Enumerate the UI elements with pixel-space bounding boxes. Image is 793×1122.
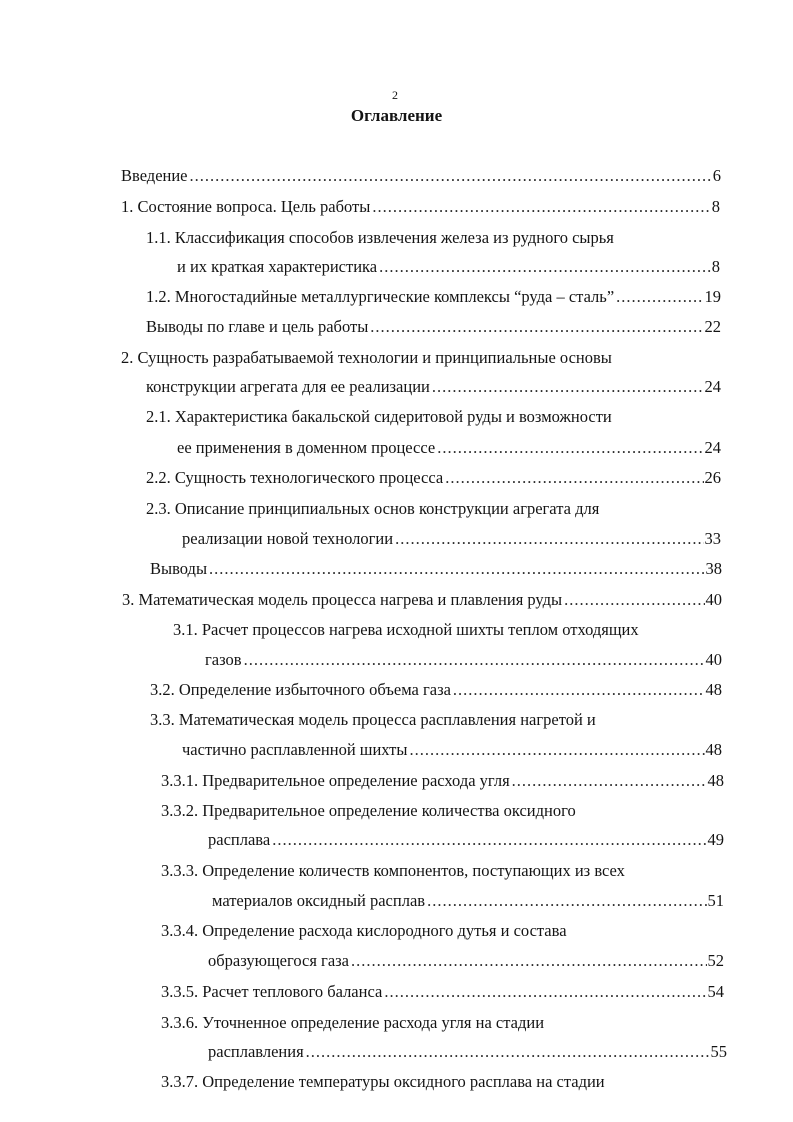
toc-entry — [121, 347, 721, 369]
toc-entry-text: материалов оксидный расплав — [212, 891, 426, 910]
toc-entry — [205, 649, 722, 671]
toc-entry-text: 3.3.1. Предварительное определение расхода угля — [161, 771, 510, 790]
toc-entry — [150, 679, 722, 701]
toc-entry — [146, 286, 721, 308]
toc-entry — [161, 920, 724, 942]
toc-entry-page: 24 — [704, 377, 721, 396]
toc-entry — [177, 256, 720, 278]
dot-leader — [427, 890, 706, 912]
toc-entry-page: 48 — [707, 771, 724, 790]
toc-entry — [146, 406, 721, 428]
toc-entry-page: 52 — [707, 951, 724, 970]
toc-entry-text: 1.2. Многостадийные металлургические комплексы “руда – сталь” — [146, 287, 615, 306]
toc-entry — [208, 1041, 727, 1063]
toc-title: Оглавление — [350, 106, 443, 125]
toc-entry — [208, 829, 724, 851]
toc-entry-page: 22 — [704, 317, 721, 336]
toc-entry-page: 48 — [705, 680, 722, 699]
toc-entry-text: и их краткая характеристика — [177, 257, 378, 276]
toc-entry-page: 33 — [704, 529, 721, 548]
toc-entry-text: 1.1. Классификация способов извлечения железа из рудного сырья — [146, 228, 614, 247]
toc-entry — [161, 1071, 724, 1093]
toc-entry — [146, 498, 721, 520]
toc-entry — [122, 589, 722, 611]
toc-entry-page: 51 — [707, 891, 724, 910]
dot-leader — [272, 829, 706, 851]
toc-entry — [161, 860, 724, 882]
toc-entry-text: Введение — [121, 166, 188, 185]
toc-entry — [150, 709, 722, 731]
dot-leader — [379, 256, 711, 278]
toc-entry-text: 2.3. Описание принципиальных основ конструкции агрегата для — [146, 499, 600, 518]
toc-entry — [212, 890, 724, 912]
toc-entry — [161, 800, 724, 822]
toc-entry — [161, 1012, 724, 1034]
toc-entry-text: 3.3.4. Определение расхода кислородного дутья и состава — [161, 921, 567, 940]
toc-entry-page: 8 — [711, 197, 720, 216]
toc-entry-text: расплавления — [208, 1042, 304, 1061]
dot-leader — [372, 196, 710, 218]
dot-leader — [395, 528, 703, 550]
toc-entry-text: частично расплавленной шихты — [182, 740, 408, 759]
toc-entry-text: газов — [205, 650, 242, 669]
toc-entry — [161, 981, 724, 1003]
toc-entry — [121, 196, 720, 218]
toc-entry — [146, 467, 721, 489]
toc-entry-text: образующегося газа — [208, 951, 349, 970]
toc-entry-page: 19 — [704, 287, 721, 306]
dot-leader — [564, 589, 704, 611]
toc-entry-page: 24 — [704, 438, 721, 457]
toc-entry-page: 40 — [705, 590, 722, 609]
toc-entry — [173, 619, 722, 641]
toc-entry — [121, 165, 721, 187]
toc-entry-text: Выводы — [150, 559, 208, 578]
toc-entry — [146, 376, 721, 398]
toc-entry-text: конструкции агрегата для ее реализации — [146, 377, 430, 396]
toc-entry-text: ее применения в доменном процессе — [177, 438, 436, 457]
toc-entry-text: 1. Состояние вопроса. Цель работы — [121, 197, 371, 216]
toc-entry — [177, 437, 721, 459]
toc-entry-page: 54 — [707, 982, 724, 1001]
toc-entry — [208, 950, 724, 972]
toc-entry — [182, 528, 721, 550]
toc-entry-text: 3.3. Математическая модель процесса расплавления нагретой и — [150, 710, 596, 729]
toc-entry-text: Выводы по главе и цель работы — [146, 317, 369, 336]
toc-entry-text: 3.3.7. Определение температуры оксидного расплава на стадии — [161, 1072, 605, 1091]
page-number: 2 — [392, 88, 398, 102]
toc-entry-text: 3.3.2. Предварительное определение количества оксидного — [161, 801, 576, 820]
toc-entry-text: 3.3.5. Расчет теплового баланса — [161, 982, 383, 1001]
toc-entry-text: 3. Математическая модель процесса нагрева и плавления руды — [122, 590, 563, 609]
toc-entry-text: расплава — [208, 830, 271, 849]
toc-entry-page: 8 — [711, 257, 720, 276]
toc-entry-page: 26 — [704, 468, 721, 487]
dot-leader — [244, 649, 705, 671]
toc-entry-text: 3.3.6. Уточненное определение расхода угля на стадии — [161, 1013, 545, 1032]
toc-entry-text: 2.2. Сущность технологического процесса — [146, 468, 444, 487]
dot-leader — [437, 437, 703, 459]
toc-entry — [146, 316, 721, 338]
dot-leader — [351, 950, 707, 972]
dot-leader — [306, 1041, 710, 1063]
toc-entry-page: 49 — [707, 830, 724, 849]
dot-leader — [209, 558, 704, 580]
toc-entry — [161, 770, 724, 792]
dot-leader — [370, 316, 703, 338]
toc-entry-text: 3.3.3. Определение количеств компонентов, поступающих из всех — [161, 861, 625, 880]
toc-entry-page: 38 — [705, 559, 722, 578]
toc-entry — [150, 558, 722, 580]
toc-entry-page: 55 — [710, 1042, 727, 1061]
toc-entry-text: 2.1. Характеристика бакальской сидеритовой руды и возможности — [146, 407, 612, 426]
dot-leader — [432, 376, 704, 398]
dot-leader — [190, 165, 712, 187]
dot-leader — [453, 679, 705, 701]
dot-leader — [384, 981, 706, 1003]
toc-entry — [146, 227, 726, 249]
toc-entry-text: 3.1. Расчет процессов нагрева исходной шихты теплом отходящих — [173, 620, 639, 639]
toc-entry-page: 40 — [705, 650, 722, 669]
toc-entry — [182, 739, 722, 761]
dot-leader — [512, 770, 707, 792]
dot-leader — [445, 467, 703, 489]
toc-entry-text: 3.2. Определение избыточного объема газа — [150, 680, 451, 699]
toc-entry-text: реализации новой технологии — [182, 529, 394, 548]
dot-leader — [409, 739, 704, 761]
dot-leader — [616, 286, 703, 308]
toc-entry-text: 2. Сущность разрабатываемой технологии и принципиальные основы — [121, 348, 612, 367]
toc-entry-page: 48 — [705, 740, 722, 759]
toc-entry-page: 6 — [712, 166, 721, 185]
